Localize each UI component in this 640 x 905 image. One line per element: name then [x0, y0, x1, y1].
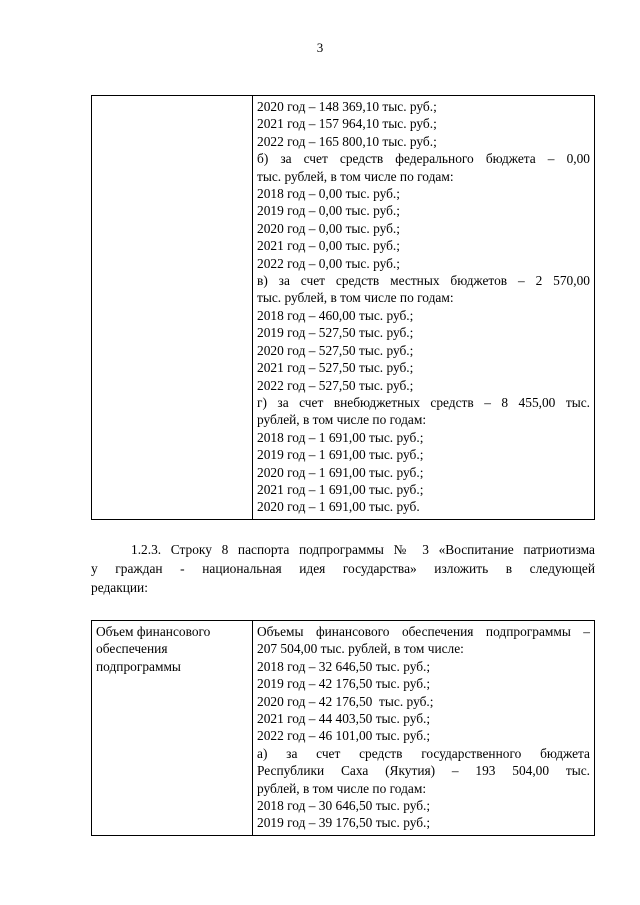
- year-line: 2019 год – 0,00 тыс. руб.;: [257, 203, 400, 219]
- year-line: 2019 год – 42 176,50 тыс. руб.;: [257, 676, 431, 692]
- local-budget-heading-cont: тыс. рублей, в том числе по годам:: [257, 290, 454, 306]
- table-row: [92, 621, 595, 836]
- year-line: 2020 год – 148 369,10 тыс. руб.;: [257, 99, 437, 114]
- year-line: 2018 год – 30 646,50 тыс. руб.;: [257, 798, 431, 814]
- year-line: 2020 год – 0,00 тыс. руб.;: [257, 220, 400, 236]
- year-line: 2020 год – 42 176,50 тыс. руб.;: [257, 693, 434, 709]
- page-number: 3: [316, 40, 324, 55]
- year-line: 2018 год – 1 691,00 тыс. руб.;: [257, 429, 424, 445]
- local-budget-heading: в) за счет средств местных бюджетов – 2 570,00: [257, 273, 590, 289]
- year-line: 2021 год – 44 403,50 тыс. руб.;: [257, 711, 431, 727]
- total-funding-heading: Объемы финансового обеспечения подпрограммы –: [257, 624, 590, 639]
- label-line: Объем финансового: [96, 624, 211, 639]
- extrabudgetary-heading: г) за счет внебюджетных средств – 8 455,00 тыс.: [257, 394, 590, 410]
- paragraph-line: редакции:: [91, 580, 148, 595]
- paragraph-line: 1.2.3. Строку 8 паспорта подпрограммы № 3 «Воспитание патриотизма: [131, 542, 595, 557]
- paragraph-line: у граждан - национальная идея государства» изложить в следующей: [91, 561, 595, 576]
- funding-table-new: [91, 620, 595, 836]
- year-line: 2022 год – 527,50 тыс. руб.;: [257, 377, 414, 393]
- amendment-paragraph: [91, 540, 595, 597]
- total-funding-heading-cont: 207 504,00 тыс. рублей, в том числе:: [257, 641, 464, 657]
- extrabudgetary-heading-cont: рублей, в том числе по годам:: [257, 412, 427, 428]
- funding-details-cell: [253, 96, 595, 520]
- label-line: обеспечения: [96, 641, 168, 657]
- federal-budget-heading: б) за счет средств федерального бюджета – 0,00: [257, 151, 590, 167]
- table-row: [92, 96, 595, 520]
- funding-table-continued: [91, 95, 595, 520]
- year-line: 2020 год – 1 691,00 тыс. руб.;: [257, 464, 424, 480]
- year-line: 2021 год – 527,50 тыс. руб.;: [257, 360, 414, 376]
- year-line: 2021 год – 157 964,10 тыс. руб.;: [257, 116, 437, 132]
- state-budget-heading: а) за счет средств государственного бюджета: [257, 745, 590, 761]
- year-line: 2020 год – 1 691,00 тыс. руб.: [257, 499, 420, 515]
- year-line: 2020 год – 527,50 тыс. руб.;: [257, 342, 414, 358]
- year-line: 2019 год – 1 691,00 тыс. руб.;: [257, 447, 424, 463]
- year-line: 2018 год – 460,00 тыс. руб.;: [257, 307, 414, 323]
- label-cell-empty: [92, 96, 253, 520]
- year-line: 2022 год – 46 101,00 тыс. руб.;: [257, 728, 431, 744]
- year-line: 2021 год – 0,00 тыс. руб.;: [257, 238, 400, 254]
- funding-details-cell: [253, 621, 595, 836]
- state-budget-heading-cont: рублей, в том числе по годам:: [257, 780, 427, 796]
- label-cell: [92, 621, 253, 836]
- label-line: подпрограммы: [96, 658, 181, 674]
- year-line: 2021 год – 1 691,00 тыс. руб.;: [257, 481, 424, 497]
- federal-budget-heading-cont: тыс. рублей, в том числе по годам:: [257, 168, 454, 184]
- year-line: 2019 год – 527,50 тыс. руб.;: [257, 325, 414, 341]
- year-line: 2018 год – 32 646,50 тыс. руб.;: [257, 658, 431, 674]
- year-line: 2018 год – 0,00 тыс. руб.;: [257, 186, 400, 202]
- year-line: 2022 год – 0,00 тыс. руб.;: [257, 255, 400, 271]
- year-line: 2019 год – 39 176,50 тыс. руб.;: [257, 815, 431, 831]
- year-line: 2022 год – 165 800,10 тыс. руб.;: [257, 133, 437, 149]
- state-budget-heading-cont: Республики Саха (Якутия) – 193 504,00 тыс.: [257, 763, 590, 779]
